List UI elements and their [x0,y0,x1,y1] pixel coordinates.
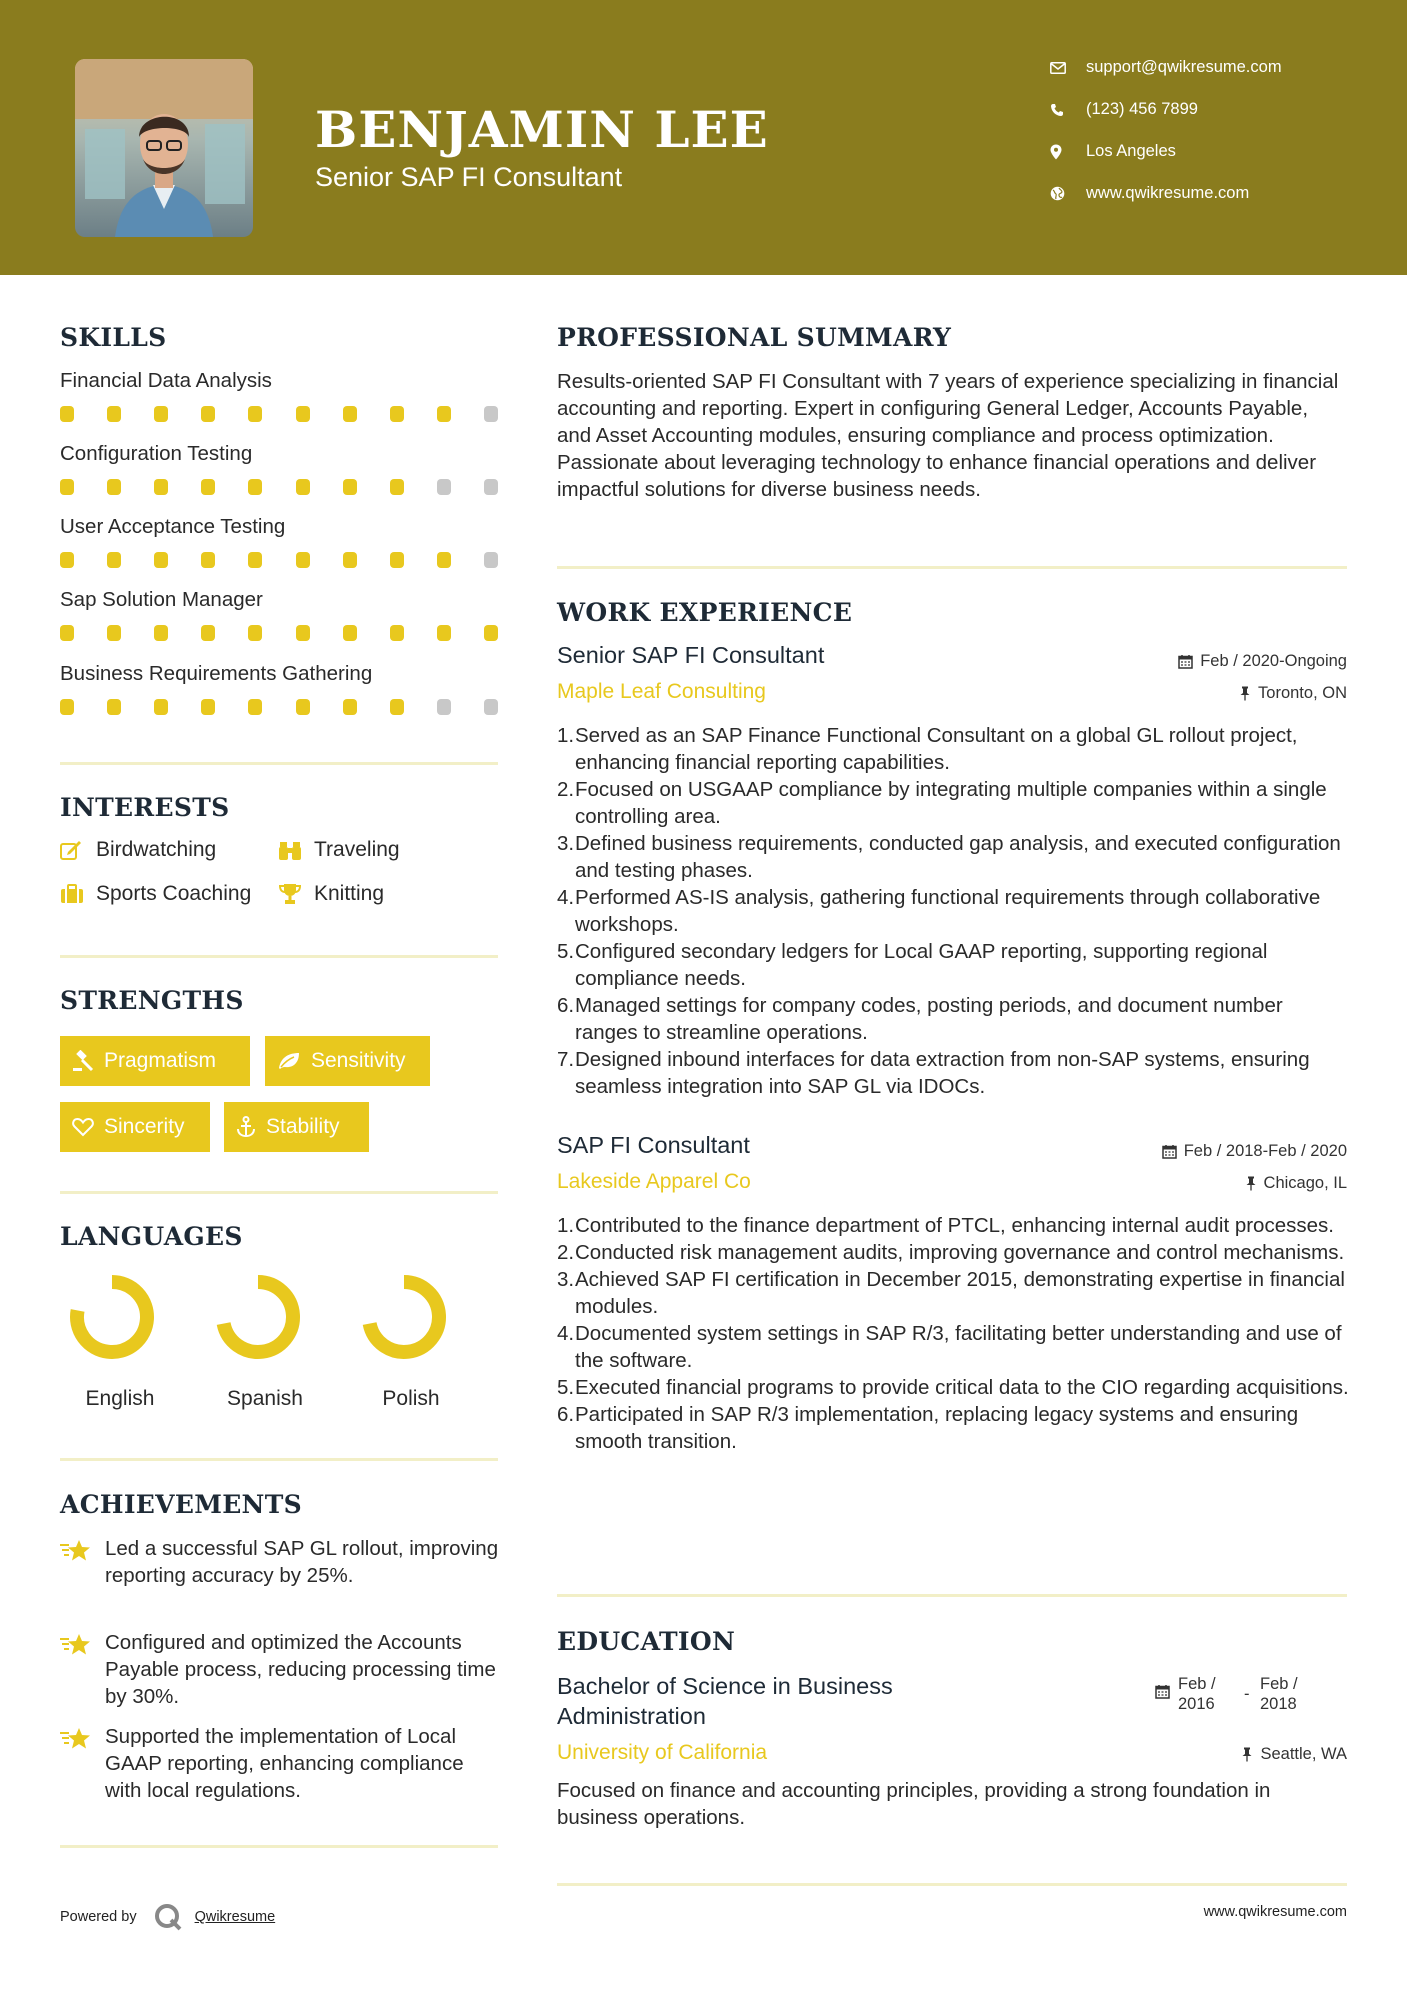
binoculars-icon [278,839,314,861]
calendar-icon [1178,654,1193,669]
job-location [1245,1174,1347,1193]
skill-name: Business Requirements Gathering [60,662,373,685]
skill-dot-filled [248,552,262,568]
achievement-item [60,1723,500,1804]
skill-dot-filled [201,625,215,641]
skill-dot-filled [107,406,121,422]
anchor-icon [236,1116,256,1138]
language-ring-arc [77,1282,147,1352]
footer-powered-by [60,1902,275,1932]
skill-dot-filled [343,699,357,715]
skill-dot-empty [484,479,498,495]
job-bullet: 7. Designed inbound interfaces for data extraction from non-SAP systems, ensuring seamless integration into SAP GL via IDOCs. [557,1048,1310,1098]
candidate-name: BENJAMIN LEE [315,100,769,159]
achievements-heading: ACHIEVEMENTS [60,1490,302,1519]
star-icon [60,1723,105,1804]
skill-dot-filled [484,625,498,641]
star-icon [60,1629,105,1710]
education-description: Focused on finance and accounting principles, providing a strong foundation in business operations. [557,1779,1271,1829]
envelope-icon [1050,62,1086,74]
skill-dot-filled [343,479,357,495]
language-ring [213,1272,303,1362]
skill-dot-filled [390,479,404,495]
skill-dot-filled [107,479,121,495]
language-name: Polish [382,1387,440,1410]
job-location-text: Chicago, IL [1263,1174,1347,1192]
interest-label: Knitting [314,882,385,905]
skill-name: Configuration Testing [60,442,253,465]
strength-label: Sincerity [104,1115,185,1138]
education-location-text: Seattle, WA [1260,1745,1347,1763]
education-location [1241,1745,1347,1764]
summary-text: Results-oriented SAP FI Consultant with 7 years of experience specializing in financial accounting and reporting. Expert in configuring General Ledger, Accounts Payable, and Asset Accounting modules, ensuring compliance and process optimization. Passionate about leveraging technology to enhance financial operations and deliver impactful solutions for diverse business needs. [557,370,1339,501]
achievement-text: Supported the implementation of Local GAAP reporting, enhancing compliance with local regulations. [105,1725,464,1802]
pencil-icon [60,840,96,860]
map-pin-icon [1050,144,1086,160]
job-dates-text: Feb / 2018-Feb / 2020 [1183,1142,1347,1160]
skill-dot-filled [248,479,262,495]
contact-website[interactable] [1050,184,1350,203]
skill-dot-empty [484,552,498,568]
skill-dot-filled [390,552,404,568]
skill-dot-filled [248,406,262,422]
globe-icon [1050,186,1086,201]
interests-heading: INTERESTS [60,793,230,822]
heart-icon [72,1117,94,1137]
skill-dot-filled [390,699,404,715]
job-bullet: 2. Conducted risk management audits, improving governance and control mechanisms. [557,1241,1345,1264]
contact-phone[interactable] [1050,100,1350,119]
degree-title: Bachelor of Science in Business Administration [557,1673,893,1729]
job-bullet: 6. Participated in SAP R/3 implementation, replacing legacy systems and ensuring smooth transition. [557,1403,1299,1453]
interest-label: Birdwatching [96,838,217,861]
profile-photo [75,59,253,237]
star-icon [60,1535,105,1589]
job-title: Senior SAP FI Consultant [557,642,825,668]
achievement-item [60,1629,500,1710]
skill-dot-filled [296,625,310,641]
skill-dot-filled [248,699,262,715]
language-ring [359,1272,449,1362]
contact-email[interactable] [1050,58,1350,77]
skill-dot-filled [437,552,451,568]
contact-location [1050,142,1350,161]
job-dates-text: Feb / 2020-Ongoing [1200,652,1347,670]
strength-tag [265,1036,430,1086]
language-ring [67,1272,157,1362]
strength-tag [60,1102,210,1152]
interest-item [278,882,384,906]
skill-dot-filled [296,479,310,495]
skill-dot-empty [484,699,498,715]
skill-rating [60,406,498,422]
company-name: Lakeside Apparel Co [557,1170,751,1193]
strength-label: Sensitivity [311,1049,406,1072]
contact-website-text: www.qwikresume.com [1086,184,1250,202]
skill-dot-filled [201,552,215,568]
strengths-heading: STRENGTHS [60,986,244,1015]
section-divider [60,1458,498,1461]
strength-label: Stability [266,1115,340,1138]
skill-dot-filled [60,406,74,422]
job-bullet: 1. Contributed to the finance department of PTCL, enhancing internal audit processes. [557,1214,1334,1237]
summary-heading: PROFESSIONAL SUMMARY [557,323,952,352]
skill-dot-empty [437,479,451,495]
skill-rating [60,552,498,568]
job-location-text: Toronto, ON [1258,684,1347,702]
job-bullets [557,722,1349,1100]
contact-email-text: support@qwikresume.com [1086,58,1282,76]
skill-name: Financial Data Analysis [60,369,272,392]
skill-dot-filled [296,699,310,715]
section-divider [557,1594,1347,1597]
skill-dot-filled [60,625,74,641]
pushpin-icon [1239,686,1251,701]
skill-dot-filled [201,406,215,422]
job-bullet: 3. Defined business requirements, conducted gap analysis, and executed configuration and testing phases. [557,832,1341,882]
experience-heading: WORK EXPERIENCE [557,598,853,627]
job-bullet: 4. Performed AS-IS analysis, gathering functional requirements through collaborative workshops. [557,886,1321,936]
language-name: English [85,1387,155,1410]
job-bullet: 5. Configured secondary ledgers for Local GAAP reporting, supporting regional compliance needs. [557,940,1268,990]
section-divider [557,1883,1347,1886]
skill-rating [60,479,498,495]
job-bullet: 5. Executed financial programs to provide critical data to the CIO regarding acquisitions. [557,1376,1349,1399]
achievement-item [60,1535,500,1589]
skill-dot-filled [154,479,168,495]
skill-dot-empty [437,699,451,715]
achievement-text: Configured and optimized the Accounts Payable process, reducing processing time by 30%. [105,1631,496,1708]
job-bullet: 1. Served as an SAP Finance Functional Consultant on a global GL rollout project, enhancing financial reporting capabilities. [557,724,1298,774]
job-dates [1178,652,1347,671]
interest-label: Traveling [314,838,400,861]
skill-dot-filled [154,406,168,422]
skill-dot-filled [60,479,74,495]
skill-dot-filled [390,406,404,422]
language-name: Spanish [227,1387,303,1410]
skill-dot-filled [107,625,121,641]
education-dates [1155,1674,1312,1714]
job-bullet: 2. Focused on USGAAP compliance by integrating multiple companies within a single controlling area. [557,778,1327,828]
skill-rating [60,699,498,715]
contact-location-text: Los Angeles [1086,142,1176,160]
skill-rating [60,625,498,641]
leaf-icon [277,1051,301,1071]
skill-name: Sap Solution Manager [60,588,263,611]
gavel-icon [72,1050,94,1072]
header-banner [0,0,1407,275]
briefcase-icon [60,884,96,904]
skill-dot-filled [154,699,168,715]
skill-dot-filled [201,479,215,495]
skill-dot-filled [437,406,451,422]
qwikresume-logo-icon [153,1902,183,1932]
job-bullets [557,1212,1349,1455]
strength-label: Pragmatism [104,1049,217,1072]
language-ring-arc [224,1282,293,1352]
pushpin-icon [1245,1176,1257,1191]
qwikresume-link[interactable]: Qwikresume [194,1909,276,1925]
job-bullet: 4. Documented system settings in SAP R/3, facilitating better understanding and use of the software. [557,1322,1342,1372]
school-name: University of California [557,1741,768,1764]
skills-heading: SKILLS [60,323,167,352]
education-date-end: Feb / 2018 [1260,1675,1298,1713]
skill-dot-filled [343,625,357,641]
pushpin-icon [1241,1747,1253,1762]
strength-tag [224,1102,369,1152]
skill-dot-filled [107,552,121,568]
interest-item [278,838,400,862]
candidate-role: Senior SAP FI Consultant [315,162,623,192]
interest-label: Sports Coaching [96,882,252,905]
section-divider [557,566,1347,569]
achievement-text: Led a successful SAP GL rollout, improving reporting accuracy by 25%. [105,1537,499,1587]
skill-dot-filled [60,552,74,568]
skill-dot-filled [296,406,310,422]
languages-heading: LANGUAGES [60,1222,243,1251]
education-heading: EDUCATION [557,1627,736,1656]
job-dates [1162,1142,1347,1161]
skill-dot-filled [343,406,357,422]
skill-dot-empty [484,406,498,422]
skill-dot-filled [343,552,357,568]
section-divider [60,1191,498,1194]
education-date-sep: - [1244,1685,1250,1703]
interest-item [60,882,251,906]
trophy-icon [278,883,314,905]
job-location [1239,684,1347,703]
calendar-icon [1155,1684,1170,1699]
skill-name: User Acceptance Testing [60,515,286,538]
job-title: SAP FI Consultant [557,1132,750,1158]
skill-dot-filled [390,625,404,641]
section-divider [60,1845,498,1848]
skill-dot-filled [107,699,121,715]
section-divider [60,762,498,765]
skill-dot-filled [437,625,451,641]
calendar-icon [1162,1144,1177,1159]
education-date-start: Feb / 2016 [1178,1675,1216,1713]
footer-website[interactable]: www.qwikresume.com [1203,1904,1347,1920]
job-bullet: 3. Achieved SAP FI certification in December 2015, demonstrating expertise in financial modules. [557,1268,1345,1318]
skill-dot-filled [201,699,215,715]
skill-dot-filled [154,552,168,568]
section-divider [60,955,498,958]
phone-icon [1050,103,1086,117]
interest-item [60,838,216,862]
powered-by-label: Powered by [60,1909,137,1925]
skill-dot-filled [296,552,310,568]
strength-tag [60,1036,250,1086]
skill-dot-filled [154,625,168,641]
skill-dot-filled [60,699,74,715]
language-ring-arc [370,1282,439,1352]
job-bullet: 6. Managed settings for company codes, posting periods, and document number ranges to streamline operations. [557,994,1283,1044]
company-name: Maple Leaf Consulting [557,680,766,703]
contact-phone-text: (123) 456 7899 [1086,100,1198,118]
skill-dot-filled [248,625,262,641]
